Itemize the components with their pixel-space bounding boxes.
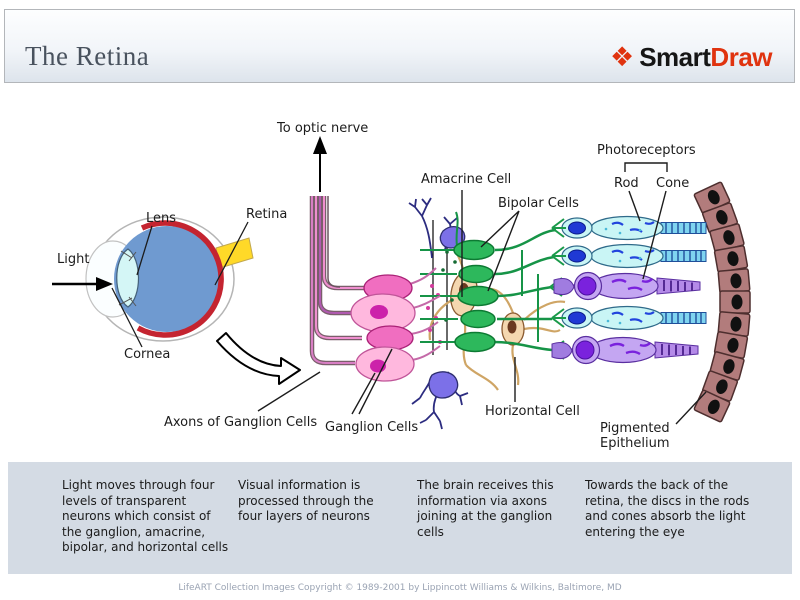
ganglion-cells bbox=[351, 268, 440, 381]
bipolar-cell-body bbox=[461, 311, 495, 328]
ganglion-cell bbox=[367, 326, 413, 350]
logo-text-smart: Smart bbox=[639, 42, 711, 72]
label-pigmented: Pigmented bbox=[600, 421, 670, 436]
caption-visual-processing: Visual information is processed through the four layers of neurons bbox=[238, 478, 374, 523]
logo-text-draw: Draw bbox=[710, 42, 772, 72]
label-cone: Cone bbox=[656, 176, 690, 191]
bipolar-cell-body bbox=[454, 241, 494, 260]
label-horizontal-cell: Horizontal Cell bbox=[485, 404, 580, 419]
label-lens: Lens bbox=[146, 211, 177, 226]
diamond-cluster-icon: ❖ bbox=[610, 42, 635, 72]
curved-arrow-icon bbox=[217, 333, 300, 384]
photoreceptors-bracket bbox=[625, 163, 667, 172]
bipolar-cell-body bbox=[458, 287, 498, 306]
bipolar-cell-body bbox=[459, 266, 493, 283]
caption-discs-absorb: Towards the back of the retina, the discs in the rods and cones absorb the light entering the eye bbox=[585, 478, 750, 539]
label-rod: Rod bbox=[614, 176, 639, 191]
copyright-footer: LifeART Collection Images Copyright © 1989-2001 by Lippincott Williams & Wilkins, Baltimore, MD bbox=[178, 583, 622, 593]
bipolar-cell-body bbox=[455, 333, 495, 352]
smartdraw-logo bbox=[610, 42, 772, 73]
caption-panel bbox=[8, 462, 792, 574]
caption-light-levels: Light moves through four levels of transparent neurons which consist of the ganglion, amacrine, bipolar, and horizontal cells bbox=[62, 478, 229, 554]
label-retina: Retina bbox=[246, 207, 288, 222]
axon-bundle bbox=[312, 196, 368, 363]
label-light: Light bbox=[57, 252, 90, 267]
caption-brain-receives: The brain receives this information via axons joining at the ganglion cells bbox=[417, 478, 554, 539]
amacrine-cell-bottom bbox=[429, 372, 458, 398]
pigmented-epithelium bbox=[694, 182, 750, 423]
retina-diagram bbox=[0, 88, 800, 462]
label-axons-of-ganglion-cells: Axons of Ganglion Cells bbox=[164, 415, 318, 430]
label-ganglion-cells: Ganglion Cells bbox=[325, 420, 419, 435]
label-to-optic-nerve: To optic nerve bbox=[277, 121, 369, 136]
cone-cell bbox=[558, 337, 698, 364]
label-bipolar-cells: Bipolar Cells bbox=[498, 196, 579, 211]
rod-cell bbox=[562, 217, 706, 240]
page-title: The Retina bbox=[25, 41, 150, 71]
label-amacrine-cell: Amacrine Cell bbox=[421, 172, 512, 187]
label-photoreceptors: Photoreceptors bbox=[597, 143, 696, 158]
optic-nerve-arrow bbox=[313, 136, 327, 192]
label-cornea: Cornea bbox=[124, 347, 171, 362]
rod-cell bbox=[562, 307, 706, 330]
eye-diagram bbox=[52, 217, 300, 384]
label-epithelium: Epithelium bbox=[600, 436, 670, 451]
cone-cell bbox=[560, 273, 700, 300]
rod-cell bbox=[562, 245, 706, 268]
header-bar bbox=[4, 9, 795, 83]
